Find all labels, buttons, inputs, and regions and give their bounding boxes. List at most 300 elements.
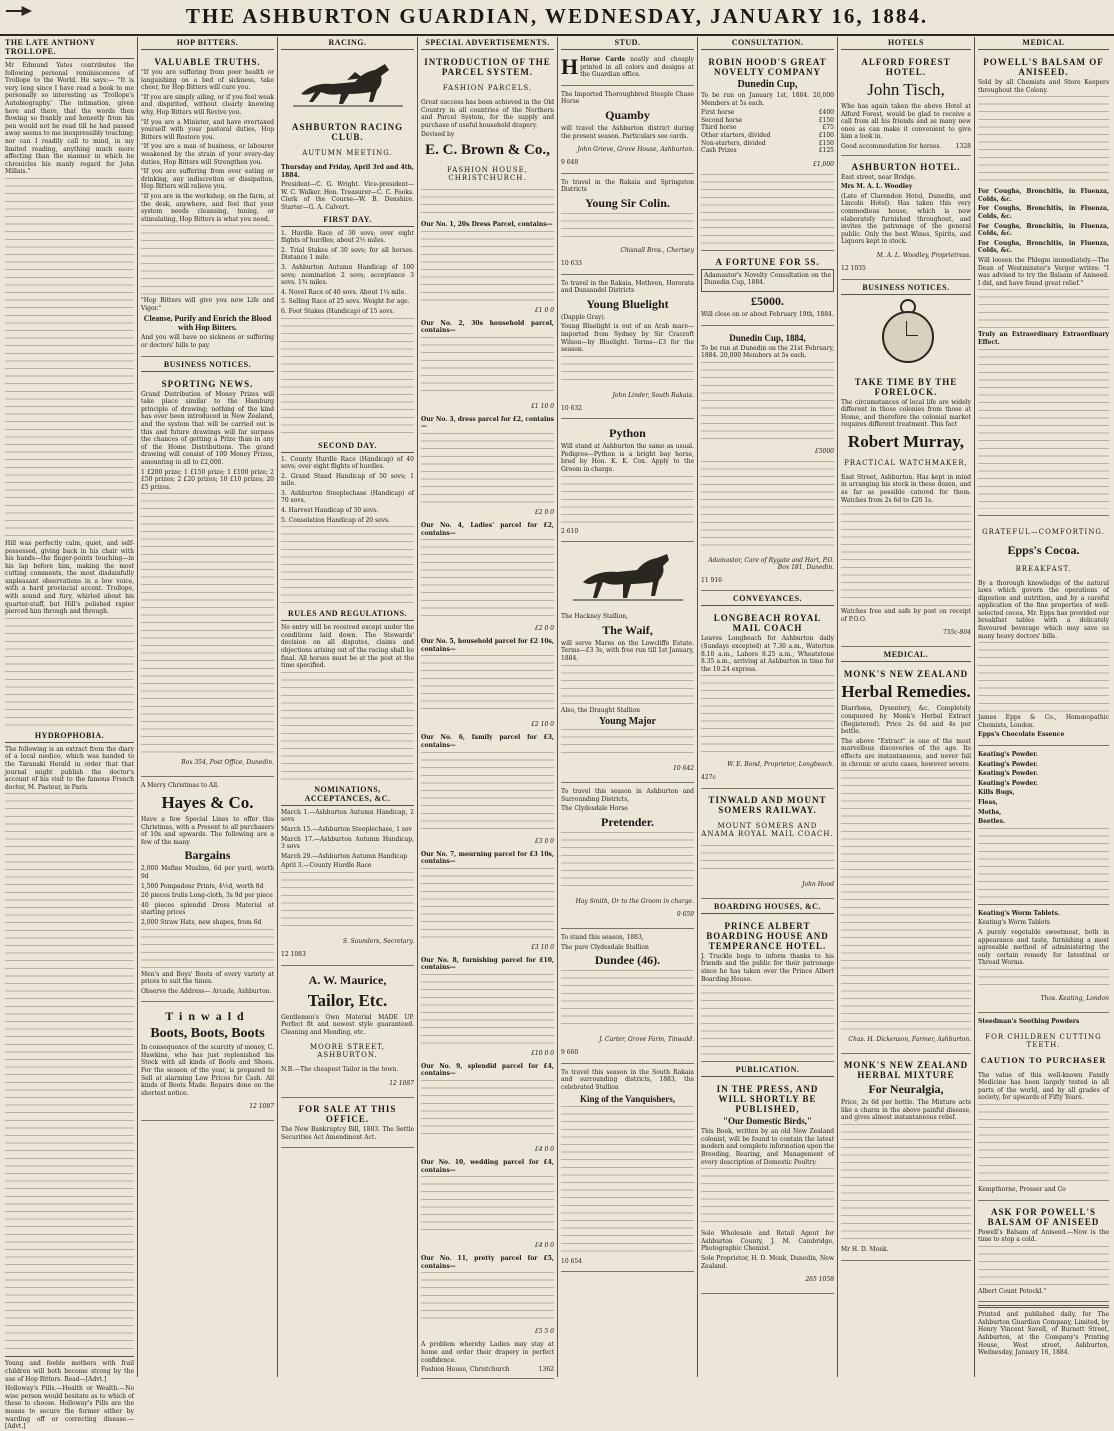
advert-body: Will stand at Ashburton the same as usual. Pedigree—Python is a bright bay horse, bred by Hon. K. K. Cox. Apply to the Groom in charge. bbox=[561, 443, 694, 474]
parcel-items bbox=[421, 433, 554, 503]
parcel-items bbox=[421, 539, 554, 619]
column-heading: MEDICAL bbox=[978, 37, 1109, 50]
stallion-name: Python bbox=[609, 426, 646, 441]
section-heading: PUBLICATION. bbox=[701, 1064, 834, 1077]
parcel-items bbox=[421, 1272, 554, 1322]
advert-signature: Albert Count Potockl." bbox=[978, 1287, 1047, 1295]
advert-young-bluelight bbox=[561, 277, 694, 420]
text-block bbox=[978, 289, 1109, 329]
column-4 bbox=[418, 37, 558, 1377]
advert-title: Keating's Worm Tablets. bbox=[978, 909, 1060, 917]
masthead bbox=[0, 0, 1114, 36]
parcel-total: £3 10 0 bbox=[531, 943, 554, 951]
stallion-name: Young Major bbox=[599, 716, 656, 728]
advert-name: Epps's Cocoa. bbox=[1007, 542, 1080, 557]
advert-line: For Coughs, Bronchitis, in Fluenza, Colds, &c. bbox=[978, 239, 1109, 255]
advert-body: To be run on January 1st, 1884. 20,000 Members at 5s each. bbox=[701, 92, 834, 107]
text-block bbox=[281, 672, 414, 782]
advert-horse-cards bbox=[561, 53, 694, 86]
advert-signature: Mr H. D. Monk. bbox=[841, 1245, 889, 1253]
advert-address: MOORE STREET, ASHBURTON. bbox=[309, 1043, 386, 1060]
parcel-title: Our No. 9, splendid parcel for £4, contains— bbox=[421, 1062, 554, 1078]
advert-body: East Street, Ashburton. Has kept in mind in arranging his stock in these dozen, and as far as possible catered for them. Watches from 2s 6d to £20 1s. bbox=[841, 473, 971, 504]
advert-name: E. C. Brown & Co., bbox=[425, 141, 550, 158]
advert-code: 12 1035 bbox=[841, 264, 866, 272]
text-block bbox=[978, 1104, 1109, 1184]
prize-amount: £5000. bbox=[751, 293, 784, 308]
text-block bbox=[5, 618, 134, 728]
race-officials: President—C. G. Wright. Vice-president—W. C. Walker. Hon. Treasurer—C. C. Fooks. Clerk of the Course—W. B. Denshire. Starter—G. A. Calvert. bbox=[281, 181, 414, 211]
advert-subtitle: Dunedin Cup, 1884, bbox=[729, 332, 806, 343]
advert-subtitle: The Clydesdale Horse bbox=[561, 805, 628, 813]
parcel-total: £4 0 0 bbox=[534, 1146, 554, 1154]
advert-line: Keating's Powder. bbox=[978, 760, 1038, 768]
advert-line: "If you are simply ailing, or if you feel weak and dispirited, without clearly knowing why, Hop Bitters will Revive you. bbox=[141, 93, 274, 116]
prize-total: £1,000 bbox=[813, 160, 834, 168]
advert-title: TAKE TIME BY THE FORELOCK. bbox=[854, 376, 958, 397]
prize-amount: £150 bbox=[818, 139, 834, 147]
advert-signature: John Hood bbox=[802, 880, 834, 888]
prize-row bbox=[701, 124, 834, 132]
advert-subtitle: FASHION PARCELS. bbox=[442, 84, 533, 92]
text-block bbox=[701, 461, 834, 551]
advert-monks-mixture bbox=[841, 1056, 971, 1260]
advert-subhead: Bargains bbox=[184, 848, 231, 863]
parcel-total: £3 0 0 bbox=[534, 837, 554, 845]
parcel-items bbox=[421, 231, 554, 301]
advert-line: "If you are a Minister, and have overtaxed yourself with your pastoral duties, Hop Bitters will Restore you. bbox=[141, 118, 274, 141]
advert-title: A FORTUNE FOR 5S. bbox=[715, 256, 820, 267]
advert-tinwald-boots bbox=[141, 1004, 274, 1121]
stallion-name: Quamby bbox=[605, 107, 650, 122]
parcel-total: £5 5 0 bbox=[534, 1328, 554, 1336]
advert-code: 10 654 bbox=[561, 1257, 582, 1265]
prize-label: Other starters, divided bbox=[701, 131, 771, 139]
nomination-entry: March 15.—Ashburton Steeplechase, 1 sov bbox=[281, 826, 412, 833]
text-block bbox=[701, 985, 834, 1055]
race-entry: 4. Novel Race of 40 sovs. About 1¼ mile. bbox=[281, 288, 407, 296]
advert-signature: James Epps & Co., Homœopathic Chemists, London. bbox=[978, 714, 1109, 729]
advert-body: A purely vegetable sweetmeat, both in appearance and taste, furnishing a most agreeable method of administering the only certain remedy for Intestinal or Thread Worms. bbox=[978, 928, 1109, 967]
column-heading: HOTELS bbox=[841, 37, 971, 50]
advert-title: MONK'S NEW ZEALAND bbox=[843, 669, 969, 680]
advert-line: For Coughs, Bronchitis, in Fluenza, Colds, &c. bbox=[978, 205, 1109, 220]
text-block bbox=[141, 493, 274, 753]
advert-byline: Devised by bbox=[421, 131, 455, 139]
advert-body: neatly and cheaply printed in all colors and designs at the Guardian office. bbox=[580, 56, 694, 79]
advert-title: LONGBEACH ROYAL MAIL COACH bbox=[713, 613, 822, 634]
prize-row bbox=[701, 109, 834, 117]
advert-signature: John Linder, South Rakaia. bbox=[612, 391, 694, 399]
advert-line: Keating's Powder. bbox=[978, 779, 1038, 787]
advert-body: Leaves Longbeach for Ashburton daily (Sundays excepted) at 7.30 a.m., Waterton 8.10 a.m., Lahore 8.25 a.m., Wheatstone 8.35 a.m., arriving at Ashburton in time for the 10.24 express. bbox=[701, 635, 834, 673]
text-block bbox=[841, 1124, 971, 1244]
column-2 bbox=[138, 37, 278, 1377]
advert-body: By a thorough knowledge of the natural laws which govern the operations of digestion and nutrition, and by a careful application of the fine properties of well-selected cocoa, Mr. Epps has provided our breakfast tables with a delicately flavoured beverage which may save us many heavy doctors' bills. bbox=[978, 579, 1109, 640]
advert-paragraph: Holloway's Pills.—Health or Wealth.—No wise person would hesitate as to which of these to choose. Holloway's Pills are the means to secure the former either by warding off or correcting disease.—[Advt.] bbox=[5, 1385, 134, 1431]
advert-code: 427c bbox=[701, 774, 716, 782]
text-block bbox=[561, 1106, 694, 1256]
race-day-heading: SECOND DAY. bbox=[281, 440, 414, 453]
column-heading: SPECIAL ADVERTISEMENTS. bbox=[421, 37, 554, 50]
advert-code: 2 610 bbox=[561, 527, 579, 535]
text-block bbox=[978, 96, 1109, 186]
advert-name: Boots, Boots, Boots bbox=[150, 1026, 265, 1042]
advert-item: 40 pieces splendid Dress Material at starting prices bbox=[141, 901, 274, 917]
advert-title: ROBIN HOOD'S GREAT NOVELTY COMPANY bbox=[708, 57, 827, 77]
advert-line: "If you are suffering from over eating or drinking, any indiscretion or dissipation, Hop Bitters will relieve you. bbox=[141, 168, 274, 191]
advert-dundee bbox=[561, 931, 694, 1064]
advert-item: Men's and Boys' Boots of every variety at prices to suit the times. bbox=[141, 970, 274, 986]
advert-code: 10 632 bbox=[561, 404, 582, 412]
advert-code: 12 1083 bbox=[281, 950, 306, 958]
advert-line: "Hop Bitters will give you new Life and Vigor." bbox=[141, 297, 274, 312]
text-block bbox=[561, 665, 694, 705]
advert-subtitle: Dunedin Cup, bbox=[737, 79, 798, 90]
advert-title: TINWALD AND MOUNT SOMERS RAILWAY. bbox=[708, 794, 827, 815]
advert-lead: A. W. Maurice, bbox=[308, 972, 387, 987]
advert-name: Mrs M. A. L. Woodley bbox=[841, 183, 913, 191]
advert-item: 2,000 Mafine Muslins, 6d per yard, worth 9d bbox=[141, 865, 274, 880]
advert-code: 12 1087 bbox=[249, 1103, 274, 1111]
advert-domestic-birds bbox=[701, 1080, 834, 1294]
advert-body: The above "Extract" is one of the most marvellous discoveries of the age. Its effects are instantaneous, and never fail in chronic or acute cases, however severe. bbox=[841, 737, 971, 768]
advert-title: The Imported Thoroughbred Steeple Chase Horse bbox=[561, 90, 694, 106]
text-block bbox=[701, 1168, 834, 1228]
advert-close-date: Will close on or about February 19th, 1884. bbox=[701, 310, 834, 318]
advert-code: 265 1058 bbox=[805, 1276, 834, 1284]
column-heading: THE LATE ANTHONY TROLLOPE. bbox=[5, 37, 134, 59]
advert-signature: Sole Wholesale and Retail Agent for Ashburton County, J. M. Cambridge, Photographic Chemist. bbox=[701, 1230, 834, 1253]
advert-code: 9 660 bbox=[561, 1049, 579, 1057]
advert-name: Hayes & Co. bbox=[161, 792, 254, 812]
advert-note: And you will have no sickness or suffering or doctors' bills to pay. bbox=[141, 334, 274, 350]
advert-code: 11 916 bbox=[701, 576, 722, 584]
section-heading: MEDICAL. bbox=[841, 649, 971, 662]
advert-maurice-tailor bbox=[281, 968, 414, 1098]
advert-line: For Coughs, Bronchitis, in Fluenza, Colds, &c. bbox=[978, 188, 1109, 203]
advert-title: SPORTING NEWS. bbox=[161, 378, 254, 389]
parcel-title: Our No. 6, family parcel for £3, contains— bbox=[421, 734, 554, 749]
text-block bbox=[978, 969, 1109, 989]
prize-total: £5000 bbox=[814, 447, 834, 455]
advert-line: Kills Bugs, bbox=[978, 789, 1015, 797]
rules-heading: RULES AND REGULATIONS. bbox=[281, 608, 414, 621]
article-paragraph: The following is an extract from the diary of a local medico, which was handed to the Taranaki Herald in order that that journal might publish the doctor's account of his visit to the famous French doctor, M. Pasteur, in Paris. bbox=[5, 745, 134, 791]
advert-body: will travel the Ashburton district during the present season. Particulars see cards. bbox=[561, 124, 694, 140]
advert-code: 9 648 bbox=[561, 159, 579, 167]
advert-worm-tablets bbox=[978, 907, 1109, 1013]
advert-body: Will loosen the Phlegm immediately.—The Dean of Westminster's Verger writes: "I was advised to try the Balsam of Aniseed. I did, and have found great relief." bbox=[978, 256, 1109, 287]
text-block bbox=[978, 828, 1109, 898]
text-block bbox=[561, 832, 694, 892]
advert-quamby bbox=[561, 88, 694, 174]
prize-amount: £150 bbox=[818, 116, 834, 124]
article-paragraph: Hill was perfectly calm, quiet, and self-possessed, giving back in his chair with his hands—the finger-points touching—in his lap before him, making the most cutting comments, the most disdainfully unpleasant observations in a low voice, with a hard provincial accent. Trollope, with sound and fury, whirled about his quarter-staff, but Hill's polished rapier pierced him through and through. bbox=[5, 539, 134, 616]
stallion-engraving bbox=[573, 546, 683, 606]
advert-signature: Thos. Keating, London bbox=[1040, 994, 1109, 1002]
race-date: Thursday and Friday, April 3rd and 4th, 1884. bbox=[281, 164, 414, 179]
advert-body: In consequence of the scarcity of money, C. Hawkins, who has just replenished his Stock with all kinds of Boots and Shoes. For the season of the year, is prepared to Sell at alarming Low Prices for Cash. All kinds of Boots Made. Repairs done on the shortest notice. bbox=[141, 1044, 274, 1097]
advert-code: 9 659 bbox=[676, 911, 694, 918]
advert-signature: John Grieve, Grove House, Ashburton. bbox=[577, 146, 694, 154]
parcel-title: Our No. 8, furnishing parcel for £10, contains— bbox=[421, 956, 554, 972]
race-entry: 2. Trial Stakes of 30 sovs; for all horses. Distance 1 mile. bbox=[281, 246, 414, 262]
advert-footer: Good accommodation for horses. bbox=[841, 142, 942, 150]
parcel-total: £2 10 0 bbox=[531, 721, 554, 729]
nominations-heading: NOMINATIONS, ACCEPTANCES, &C. bbox=[281, 784, 414, 806]
parcel-items bbox=[421, 337, 554, 397]
advert-body: The value of this well-known Family Medicine has been largely tested in all parts of the world, and by all grades of society, for upwards of Fifty Years. bbox=[978, 1071, 1109, 1102]
parcel-total: £2 0 0 bbox=[534, 508, 554, 516]
advert-title: INTRODUCTION OF THE PARCEL SYSTEM. bbox=[424, 57, 551, 77]
parcel-total: £10 0 0 bbox=[531, 1049, 554, 1057]
book-title: "Our Domestic Birds," bbox=[722, 1116, 813, 1127]
advert-code: 10 633 bbox=[561, 259, 582, 267]
advert-body: To be run at Dunedin on the 21st February, 1884. 20,000 Members at 5s each. bbox=[701, 344, 834, 360]
advert-signature: Sole Proprietor, H. D. Monk, Dunedin, New Zealand. bbox=[701, 1255, 834, 1270]
advert-subtitle: PRACTICAL WATCHMAKER, bbox=[844, 458, 968, 467]
parcel-total: £1 10 0 bbox=[531, 402, 554, 410]
advert-line: Keating's Powder. bbox=[978, 751, 1038, 759]
advert-footer-row bbox=[841, 143, 971, 151]
prize-label: Third horse bbox=[701, 124, 737, 132]
column-7 bbox=[838, 37, 975, 1377]
advert-body: The circumstances of local life are widely different in those colonies from those at Home, and therefore the colonial market requires different treatment. This fact bbox=[841, 398, 971, 429]
advert-body: This Book, written by an old New Zealand colonist, will be found to contain the latest modern and complete information upon the Breeding, Rearing, and Management of every description of Domestic Poultry. bbox=[701, 1128, 834, 1166]
advert-body: Have a few Special Lines to offer this Christmas, with a Present to all purchasers of 10s and upwards. The following are a few of the many bbox=[141, 815, 274, 846]
text-block bbox=[701, 675, 834, 755]
advert-body: Price, 2s 6d per bottle. The Mixture acts like a charm in the above painful disease, and gives almost instantaneous relief. bbox=[841, 1099, 971, 1122]
race-entry: 5. Consolation Handicap of 20 sovs. bbox=[281, 516, 391, 524]
advert-name: Robert Murray, bbox=[847, 431, 965, 451]
advert-body: Diarrhœa, Dysentery, &c. Completely conquered by Monk's Herbal Extract (Registered). Price 2s 6d and 4s per bottle. bbox=[841, 705, 971, 736]
section-heading: CONVEYANCES. bbox=[701, 593, 834, 606]
advert-signature: M. A. L. Woodley, Proprietress. bbox=[876, 251, 971, 259]
advert-name: John Tisch, bbox=[867, 80, 945, 99]
text-block bbox=[841, 506, 971, 606]
prize-amount: £125 bbox=[818, 147, 834, 155]
parcel-items bbox=[421, 752, 554, 832]
article-heading: HYDROPHOBIA. bbox=[5, 730, 134, 743]
nomination-entry: April 3.—County Hurdle Race bbox=[281, 862, 372, 870]
prize-row bbox=[701, 140, 834, 148]
advert-footer: Epps's Chocolate Essence bbox=[978, 731, 1065, 739]
advert-code: 12 1087 bbox=[389, 1079, 414, 1087]
advert-for-sale bbox=[281, 1100, 414, 1148]
column-1 bbox=[2, 37, 138, 1431]
advert-subtitle: AUTUMN MEETING. bbox=[302, 149, 393, 157]
advert-body: Grand Distribution of Money Prizes will take place similar to the Hamburg principle of drawing; nothing of the kind has ever been introduced in New Zealand, and the system that will be carried out is this and future drawings will far surpass the chances of getting a Prize than in any of the Home Distributions. The grand drawing will consist of 100 Money Prizes, amounting in all to £2,000. bbox=[141, 390, 274, 466]
advert-title: To stand this season, 1883, bbox=[561, 934, 644, 941]
text-block bbox=[561, 476, 694, 526]
advert-body: Gentlemen's Own Material MADE UP. Perfect fit and newest style guaranteed. Cleaning and Mending, etc. bbox=[281, 1013, 414, 1036]
race-day-heading: FIRST DAY. bbox=[281, 214, 414, 227]
advert-signature: Box 354, Post Office, Dunedin. bbox=[181, 759, 274, 767]
advert-item: 1,500 Pompadour Prints, 4½d, worth 8d bbox=[141, 882, 264, 890]
stallion-name: Young Sir Colin. bbox=[585, 195, 670, 210]
advert-line: "If you are a man of business, or labourer weakened by the strain of your every-day duties, Hop Bitters will Strengthen you. bbox=[141, 143, 274, 166]
advert-title: IN THE PRESS, AND WILL SHORTLY BE PUBLISHED, bbox=[716, 1084, 819, 1115]
parcel-items bbox=[421, 655, 554, 715]
advert-signature: S. Saunders, Secretary. bbox=[342, 937, 414, 945]
newspaper-title: THE ASHBURTON GUARDIAN, WEDNESDAY, JANUARY 16, 1884. bbox=[185, 4, 929, 28]
text-block bbox=[978, 1246, 1109, 1286]
advert-signature: Chas. H. Dickenson, Farmer, Ashburton. bbox=[848, 1036, 971, 1044]
advert-signature: J. Carter, Grove Farm, Tinwald. bbox=[599, 1036, 694, 1044]
advert-code: 1362 bbox=[538, 1366, 554, 1374]
rules-body: No entry will be received except under the conditions laid down. The Stewards' decision on all disputes, claims and objections arising out of the racing shall be final. All horses must be at the post at the time specified. bbox=[281, 624, 414, 670]
advert-body: Young Bluelight is out of an Arab mare—imported from Sydney by Sir Cracroft Wilson—by Bluelight. Terms—£3 for the season. bbox=[561, 323, 694, 354]
advert-code: 1328 bbox=[955, 142, 971, 150]
parcel-items bbox=[421, 868, 554, 938]
prize-row bbox=[701, 147, 834, 155]
advert-name: Tailor, Etc. bbox=[307, 990, 388, 1010]
race-entry: 1. Hurdle Race of 30 sovs; over eight flights of hurdles; about 2½ miles. bbox=[281, 229, 414, 245]
column-heading: HOP BITTERS. bbox=[141, 37, 274, 50]
advert-hayes bbox=[141, 779, 274, 1002]
advert-title: FOR SALE AT THIS OFFICE. bbox=[298, 1103, 397, 1124]
text-block bbox=[5, 793, 134, 1353]
nomination-entry: March 1.—Ashburton Autumn Handicap, 2 sovs bbox=[281, 808, 414, 824]
advert-title: To travel this season in Ashburton and Surrounding Districts, bbox=[561, 788, 694, 803]
parcel-title: Our No. 3, dress parcel for £2, contains— bbox=[421, 415, 554, 431]
advert-line: "If you are in the workshop, on the farm, at the desk, anywhere, and feel that your system needs cleansing, toning, or stimulating, Hop Bitters is what you need. bbox=[141, 192, 274, 223]
advert-body: Adamastor's Novelty Consultation on the Dunedin Cup, 1884. bbox=[704, 271, 831, 287]
advert-body: 1 £200 prize; 1 £150 prize; 1 £100 prize; 2 £50 prizes; 2 £20 prizes; 10 £10 prizes; 20 £5 prizes. bbox=[141, 468, 274, 491]
text-block bbox=[701, 845, 834, 875]
advert-title: To travel this season in the South Rakaia and surrounding districts, 1883, the celebrated Stallion bbox=[561, 1068, 694, 1091]
advert-line: Beetles. bbox=[978, 818, 1006, 826]
advert-title: Steedman's Soothing Powders bbox=[978, 1017, 1080, 1025]
parcel-title: Our No. 10, wedding parcel for £4, contains— bbox=[421, 1159, 554, 1174]
advert-young-sir-colin bbox=[561, 176, 694, 275]
advert-line: Fleas, bbox=[978, 799, 998, 806]
prize-label: Second horse bbox=[701, 116, 743, 124]
advert-fortune bbox=[701, 253, 834, 326]
advert-subtitle: Also, the Draught Stallion bbox=[561, 706, 640, 714]
advert-role: FASHION HOUSE, CHRISTCHURCH. bbox=[447, 165, 528, 182]
advert-address: Fashion House, Christchurch bbox=[421, 1366, 510, 1374]
advert-signature: Hay Smith, Or to the Groom in charge. bbox=[575, 898, 694, 905]
stallion-name: The Waif, bbox=[602, 622, 653, 637]
advert-monks-remedies bbox=[841, 665, 971, 1054]
text-block bbox=[141, 929, 274, 969]
column-heading: RACING. bbox=[281, 37, 414, 50]
text-block bbox=[281, 318, 414, 438]
advert-line: For Coughs, Bronchitis, in Fluenza, Colds, &c. bbox=[978, 222, 1109, 238]
advert-line: Keating's Powder. bbox=[978, 770, 1038, 778]
advert-title: POWELL'S BALSAM OF ANISEED. bbox=[983, 57, 1104, 77]
advert-mount-somers bbox=[701, 791, 834, 899]
advert-paragraph: Young and feeble mothers with frail children will both become strong by the use of Hop Bitters. Read—[Advt.] bbox=[5, 1360, 134, 1383]
advert-python bbox=[561, 421, 694, 542]
section-heading: BOARDING HOUSES, &C. bbox=[701, 901, 834, 914]
text-block bbox=[561, 356, 694, 386]
advert-alford-forest bbox=[841, 53, 971, 156]
text-block bbox=[281, 872, 414, 932]
nomination-entry: March 17.—Ashburton Autumn Handicap, 3 sovs bbox=[281, 835, 414, 851]
text-block bbox=[421, 189, 554, 219]
article-paragraph: Mr Edmund Yates contributes the following personal reminiscences of Trollope to the World. He says:— "It is very long since I have read a book to me personally so interesting as 'Trollope's Autobiography.' The intimation, given here and there, that the words then flowing so frankly and honestly from his pen would not be read till he had passed away seems to me inexpressibly touching; nor can I readily call to mind, in my limited reading, anything much more affecting than the manner in which he chronicles his manly regard for John Millais." bbox=[5, 62, 134, 176]
advert-signature: Chisnall Bros., Chertsey bbox=[620, 246, 694, 254]
racehorse-engraving bbox=[293, 54, 403, 114]
advert-body: Who has again taken the above Hotel at Alford Forest, would be glad to receive a call from all his friends and as many new ones as can make it convenient to give him a look in. bbox=[841, 103, 971, 141]
prize-label: Cash Prizes bbox=[701, 147, 737, 155]
column-heading: CONSULTATION. bbox=[701, 37, 834, 50]
parcel-items bbox=[421, 974, 554, 1044]
advert-subtitle: MOUNT SOMERS AND ANAMA ROYAL MAIL COACH. bbox=[701, 821, 834, 838]
text-block bbox=[978, 642, 1109, 712]
prize-label: Non-starters, divided bbox=[701, 139, 766, 147]
advert-footer: Watches free and safe by post on receipt of P.O.O. bbox=[841, 608, 971, 623]
advert-body: J. Truckle begs to inform thanks to his friends and the public for their patronage since he has taken over the Prince Albert Boarding House. bbox=[701, 952, 834, 983]
advert-sporting-news bbox=[141, 375, 274, 778]
drop-cap: H bbox=[561, 54, 579, 79]
advert-keatings-powder bbox=[978, 748, 1109, 905]
stallion-name: Pretender. bbox=[601, 815, 654, 829]
parcel-items bbox=[421, 1176, 554, 1236]
column-5 bbox=[558, 37, 698, 1377]
advert-title: MONK'S NEW ZEALAND HERBAL MIXTURE bbox=[843, 1060, 969, 1081]
advert-robert-murray bbox=[841, 373, 971, 648]
advert-title: VALUABLE TRUTHS. bbox=[154, 57, 261, 67]
parcel-title: Our No. 1, 20s Dress Parcel, contains— bbox=[421, 220, 553, 228]
advert-title: ASHBURTON RACING CLUB. bbox=[291, 122, 404, 142]
prize-amount: £400 bbox=[818, 109, 834, 117]
parcel-title: Our No. 5, household parcel for £2 10s, contains— bbox=[421, 638, 554, 653]
column-8 bbox=[975, 37, 1112, 1377]
advert-title: GRATEFUL—COMFORTING. bbox=[982, 527, 1105, 536]
advert-ask-for-powells bbox=[978, 1203, 1109, 1303]
advert-subtitle: The Hackney Stallion, bbox=[561, 613, 629, 621]
text-block bbox=[701, 174, 834, 244]
race-entry: 5. Selling Race of 25 sovs. Weight for age. bbox=[281, 298, 410, 306]
prize-table bbox=[701, 362, 834, 442]
parcel-total: £2 0 0 bbox=[534, 625, 554, 633]
race-entry: 2. Grand Stand Handicap of 50 sovs; 1 mile. bbox=[281, 472, 414, 488]
prize-amount: £100 bbox=[818, 131, 834, 139]
text-block bbox=[561, 213, 694, 241]
advert-dunedin-cup bbox=[701, 328, 834, 592]
text-block bbox=[141, 225, 274, 295]
pocket-watch-icon bbox=[876, 299, 936, 369]
parcel-total: £1 0 0 bbox=[534, 306, 554, 314]
advert-the-waif bbox=[561, 610, 694, 783]
prize-amount: £75 bbox=[822, 124, 834, 132]
race-entry: 1. County Hurdle Race (Handicap) of 40 sovs; over eight flights of hurdles. bbox=[281, 455, 414, 471]
advert-title: ALFORD FOREST HOTEL. bbox=[861, 57, 951, 77]
race-entry: 6. Foot Stakes (Handicap) of 15 sovs. bbox=[281, 307, 395, 315]
advert-title: PRINCE ALBERT BOARDING HOUSE AND TEMPERANCE HOTEL. bbox=[706, 920, 829, 951]
advert-address-row bbox=[421, 1366, 554, 1374]
advert-body: will serve Mares on the Lowcliffe Estate. Terms—£3 3s, with free run till 1st January, 1884. bbox=[561, 639, 694, 663]
prize-label: First horse bbox=[701, 109, 735, 117]
advert-signature: Kempthorne, Prosser and Co bbox=[978, 1185, 1066, 1193]
text-block bbox=[978, 349, 1109, 509]
advert-body: (Late of Clarendon Hotel, Dunedin, and Lincoln Hotel). Has taken this very commodious house, which is now elaborately furnished throughout, and invites the patronage of the general public. Only the best Wines, Spirits, and Liquors kept in stock. bbox=[841, 192, 971, 246]
section-heading: BUSINESS NOTICES. bbox=[141, 359, 274, 372]
parcel-items bbox=[421, 1080, 554, 1140]
race-entry: 3. Ashburton Steeplechase (Handicap) of 70 sovs. bbox=[281, 489, 414, 505]
advert-subtitle: (Dapple Gray). bbox=[561, 313, 606, 321]
advert-subtitle: The pure Clydesdale Stallion bbox=[561, 943, 649, 951]
advert-footer: A problem whereby Ladies may stay at home and order their drapery in perfect confidence. bbox=[421, 1341, 554, 1364]
advert-subtitle: For Neuralgia, bbox=[868, 1082, 944, 1097]
advert-subtitle: East street, near Bridge. bbox=[841, 173, 917, 181]
advert-item: 20 pieces Irulis Long-cloth, 3s 9d per piece bbox=[141, 892, 273, 900]
text-block bbox=[841, 770, 971, 1030]
